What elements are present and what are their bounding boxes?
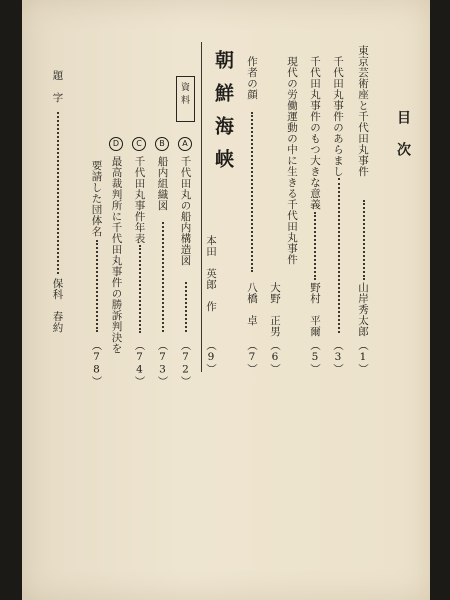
appendix-item-page-d: （78） [90, 340, 103, 387]
toc-entry-author-4: 大野 正男 [269, 282, 281, 337]
appendix-item-title-a: 千代田丸の船内構造図 [179, 156, 192, 266]
appendix-mark-b: B [155, 137, 169, 151]
appendix-mark-a: A [178, 137, 192, 151]
credit-name: 保科 春約 [51, 278, 64, 333]
appendix-leader-c [139, 245, 141, 333]
toc-entry-page-2: （3） [332, 340, 344, 375]
appendix-item-title-d-cont: 要請した団体名 [90, 160, 103, 237]
toc-entry-author-3: 野村 平爾 [309, 282, 321, 337]
appendix-item-title-b: 船内組織図 [156, 156, 169, 211]
toc-entry-title-3: 千代田丸事件のもつ大きな意義 [309, 56, 321, 210]
appendix-leader-b [162, 222, 164, 332]
toc-entry-title-2: 千代田丸事件のあらまし [332, 56, 344, 177]
appendix-item-page-c: （74） [133, 340, 146, 387]
appendix-leader-d [96, 240, 98, 332]
book-page [22, 0, 430, 600]
play-author: 本田 英郎 作 [205, 235, 217, 312]
toc-entry-title-1: 東京芸術座と千代田丸事件 [357, 45, 369, 177]
appendix-mark-c: C [132, 137, 146, 151]
toc-entry-page-4: （6） [269, 340, 281, 375]
appendix-item-title-c: 千代田丸事件年表 [133, 156, 146, 244]
toc-entry-title-5: 作者の顔 [246, 56, 258, 100]
toc-entry-page-1: （1） [357, 340, 369, 375]
toc-entry-title-4: 現代の労働運動の中に生きる千代田丸事件 [286, 56, 298, 265]
toc-entry-page-3: （5） [309, 340, 321, 375]
appendix-mark-d: D [109, 137, 123, 151]
appendix-leader-a [185, 282, 187, 332]
play-title: 朝鮮海峡 [212, 50, 234, 182]
credit-leader [57, 112, 59, 274]
appendix-item-page-b: （73） [156, 340, 169, 387]
appendix-item-page-a: （72） [179, 340, 192, 387]
section-divider [201, 42, 202, 372]
toc-leader-3 [314, 212, 316, 280]
toc-entry-page-5: （7） [246, 340, 258, 375]
toc-heading: 目 次 [395, 110, 411, 158]
toc-leader-1 [363, 200, 365, 280]
appendix-label: 資料 [179, 82, 189, 108]
toc-entry-author-5: 八橋 卓 [246, 282, 258, 326]
play-page: （9） [205, 340, 217, 375]
toc-entry-author-1: 山岸秀太郎 [357, 282, 369, 337]
appendix-item-title-d: 最高裁判所に千代田丸事件の勝訴判決を [110, 156, 123, 354]
toc-leader-2 [338, 178, 340, 333]
toc-leader-5 [251, 112, 253, 272]
credit-label: 題 字 [51, 70, 64, 103]
